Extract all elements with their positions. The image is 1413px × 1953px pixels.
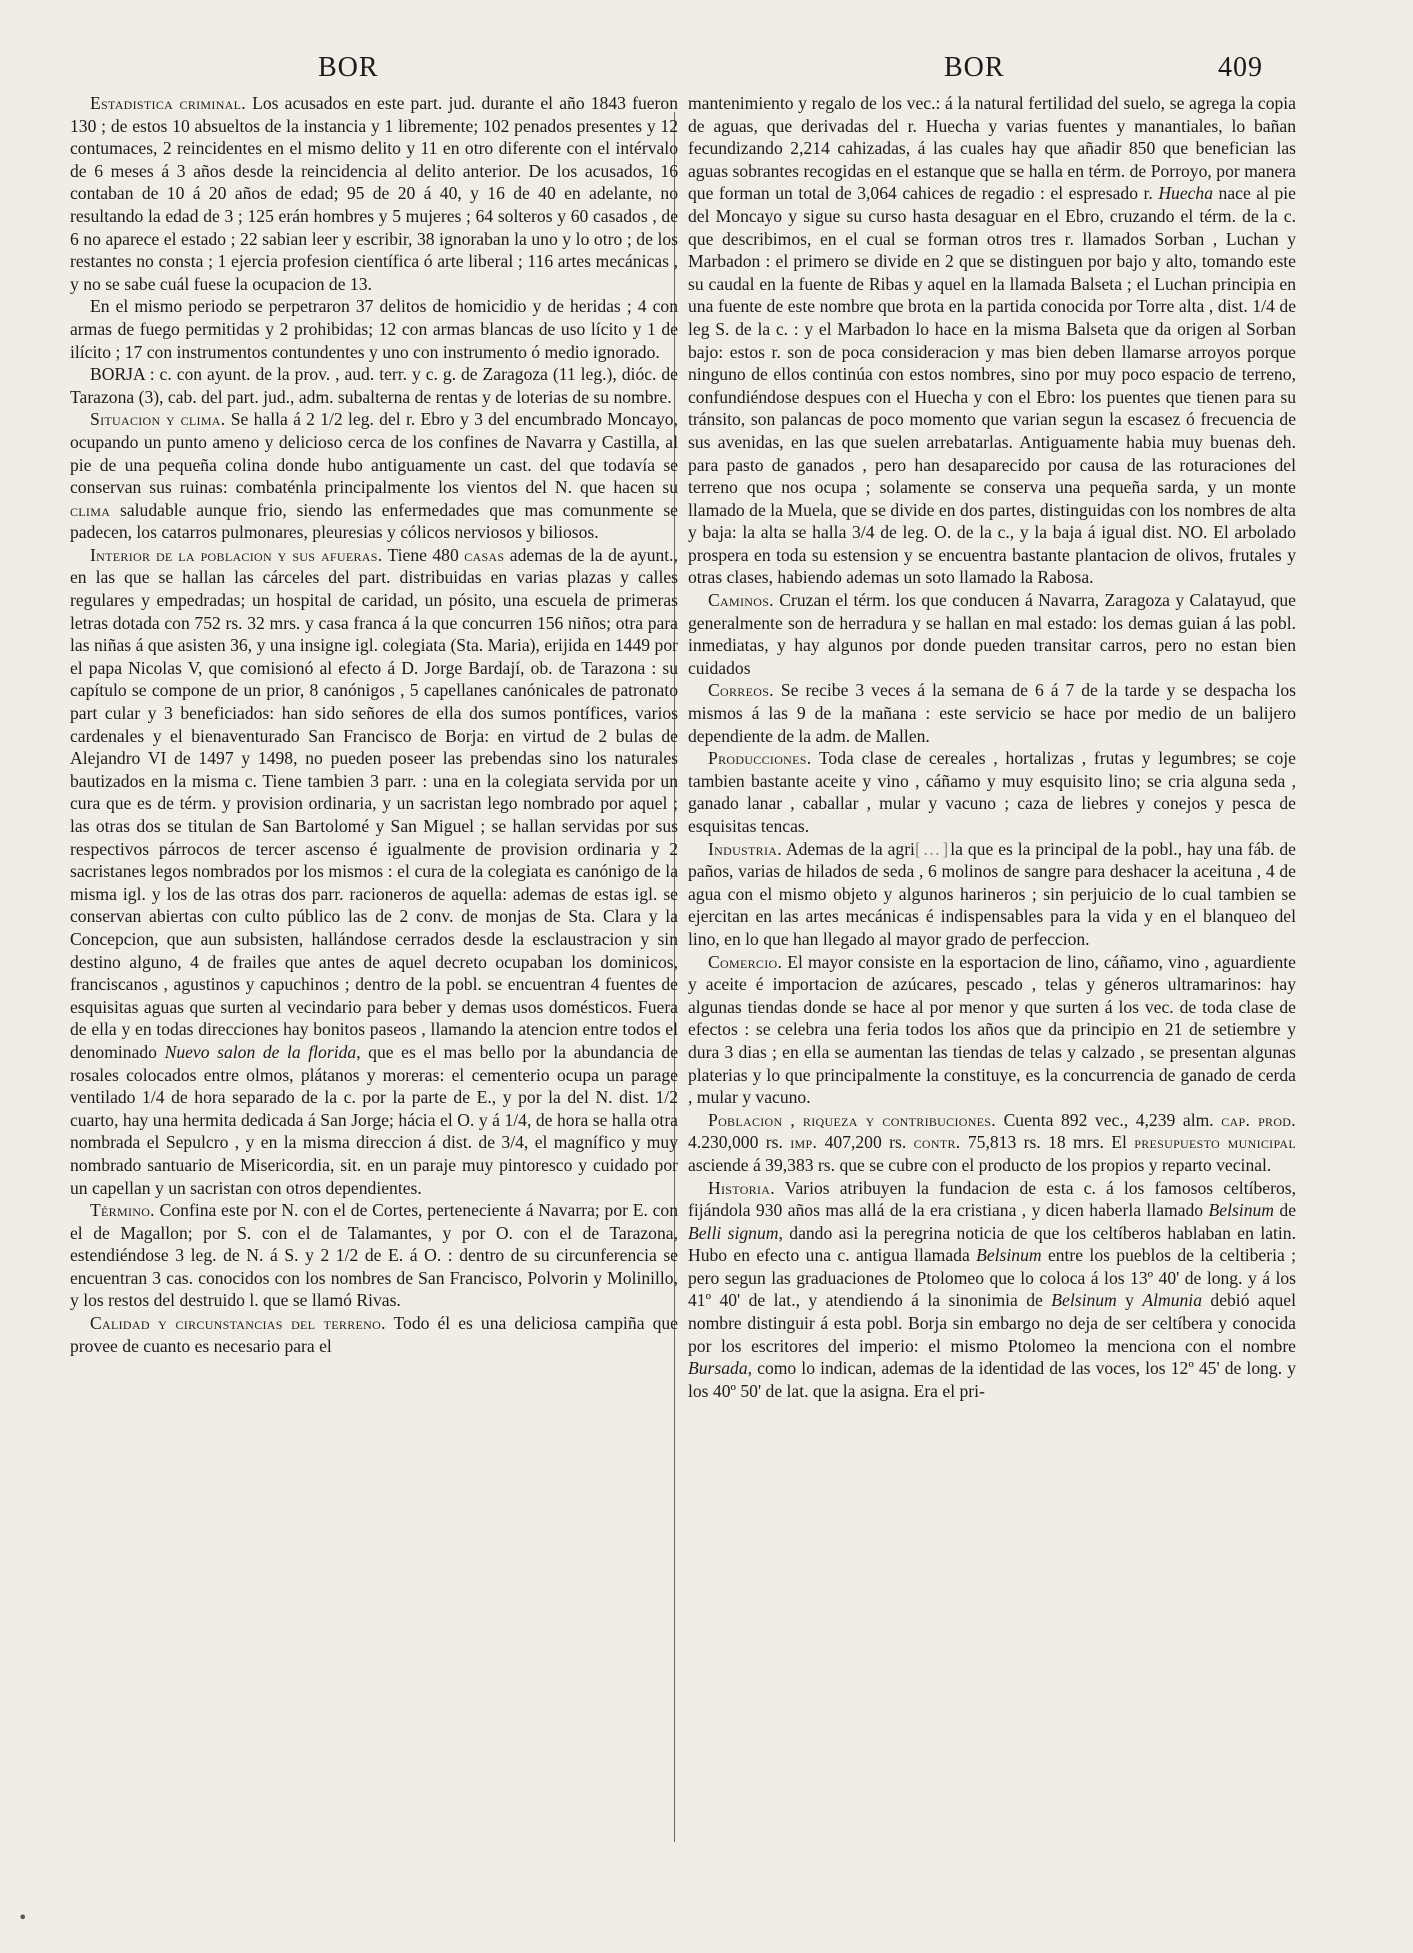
comercio-paragraph [688,951,1296,1109]
paragraph-text: Se recibe 3 veces á la semana de 6 á 7 de la tarde y se despacha los mismos á las 9 de la mañana : este servicio se hace por medio de un balijero dependiente de la adm. de Mallen. [688,680,1296,746]
section-heading: Situacion y clima. [90,409,226,430]
borja-entry-paragraph [70,363,678,408]
correos-paragraph [688,679,1296,747]
section-heading: Estadistica criminal. [90,93,246,113]
producciones-paragraph [688,747,1296,837]
section-heading: Producciones. [708,748,812,769]
paragraph-text: Se halla á 2 1/2 leg. del r. Ebro y 3 del encumbrado Moncayo, ocupando un punto ameno y delicioso cerca de los confines de Navarra y Castilla, al pie de una pequeña colina donde hubo antiguamente un cast. del que todavía se conservan sus ruinas: combaténla principalmente los vientos del N. que hacen su [70,409,678,498]
italic-name: Belli signum [688,1222,779,1243]
industria-paragraph [688,838,1296,951]
section-heading: Poblacion , riqueza y contribuciones. [708,1109,996,1130]
paragraph-text: Confina este por N. con el de Cortes, perteneciente á Navarra; por E. con el de Magallon; por S. con el de Talamantes, y por O. con el de Tarazona, estendiéndose 3 leg. de N. á S. y 2 1/2 de E. á O. : dentro de su circunferencia se encuentran 3 cas. conocidos con los nombres de San Francisco, Polvorin y Molinillo, y los restos del destruido l. que se llamó Rivas. [70,1200,679,1311]
caminos-paragraph [688,589,1296,679]
section-heading: Interior de la poblacion y sus afueras. [90,544,383,565]
paragraph-text: asciende á 39,383 rs. que se cubre con el producto de los propios y reparto vecinal. [688,1154,1272,1175]
paragraph-text: Toda clase de cereales , hortalizas , frutas y legumbres; se coje tambien bastante aceite y vino , cáñamo y muy esquisito lino; se cria alguna seda , ganado lanar , caballar , mular y vacuno ; caza de liebres y conejos y pesca de esquisitas tencas. [688,748,1296,836]
paragraph-text: , dando asi la peregrina noticia de que los celtíberos hablaban en latin. Hubo en efecto una c. antigua llamada [688,1222,1296,1266]
paragraph-text: Cruzan el térm. los que conducen á Navarra, Zaragoza y Calatayud, que generalmente son de herradura y se hallan en mal estado: los demas guian á las pobl. inmediatas, y hay algunos por donde pueden transitar carros, pero no estan bien cuidados [688,590,1296,678]
paragraph-text: saludable aunque frio, siendo las enfermedades que mas comunmente se padecen, los catarros pulmonares, pleuresias y cólicos nerviosos y biliosos. [70,499,678,543]
paragraph-text: debió aquel nombre distinguir á esta pobl. Borja sin embargo no deja de ser celtíbera y conocida por los escritores del imperio: el mismo Ptolomeo la menciona con el nombre [688,1290,1296,1356]
paragraph-text: Ademas de la agri [785,838,915,859]
keyword: imp. [790,1132,818,1153]
paragraph-text: Tiene 480 [387,544,459,565]
print-speck: • [18,1908,28,1927]
keyword: contr. [913,1132,961,1153]
section-heading: Comercio. [708,951,783,972]
paragraph-text: 75,813 rs. 18 mrs. El [967,1132,1127,1153]
section-heading: Historia. [708,1177,775,1198]
italic-river-name: Huecha [1158,183,1214,204]
keyword: casas [464,544,505,565]
italic-name: Almunia [1142,1290,1202,1311]
delitos-paragraph: En el mismo periodo se perpetraron 37 delitos de homicidio y de heridas ; 4 con armas de fuego permitidas y 2 prohibidas; 12 con armas blancas de uso lícito y 1 de ilícito ; 17 con instrumentos contundentes y uno con instrumento ó medio ignorado. [70,296,678,362]
page-number: 409 [1218,52,1263,83]
paragraph-text: : c. con ayunt. de la prov. , aud. terr. y c. g. de Zaragoza (11 leg.), dióc. de Tarazona (3), cab. del part. jud., adm. subalterna de rentas y de loterias de su nombre. [70,364,678,407]
paragraph-text: , como lo indican, ademas de la identidad de las voces, los 12º 45' de long. y los 40º 50' de lat. que la asigna. Era el pri- [688,1358,1296,1401]
historia-paragraph [688,1177,1296,1403]
paragraph-text: Todo él es una deliciosa campiña que provee de cuanto es necesario para el [70,1313,678,1356]
keyword: clima [70,499,111,520]
italic-place-name: Nuevo salon de la florida [164,1041,357,1062]
section-heading: Término. [90,1200,155,1221]
paragraph-text: 407,200 rs. [824,1132,907,1153]
section-heading: Caminos. [708,590,774,611]
running-head-left: BOR [318,52,379,83]
keyword: cap. prod. [1221,1109,1296,1130]
paragraph-text: Cuenta 892 vec., 4,239 alm. [1003,1109,1214,1130]
right-column [688,92,1296,1402]
running-head-center: BOR [944,52,1005,83]
paragraph-text: nace al pie del Moncayo y sigue su curso hasta desaguar en el Ebro, cruzando el térm. de la c. que describimos, en el cual se forman otros tres r. llamados Sorban , Luchan y Marbadon : el primero se divide en 2 que se distinguen por bajo y alto, tomando este su caudal en la fuente de Ribas y aquel en la llamada Balseta ; el Luchan principia en una fuente de este nombre que brota en la partida conocida por Torre alta , dist. 1/4 de leg S. de la c. : y el Marbadon lo hace en la misma Balseta que da origen al Sorban bajo: estos r. son de poca consideracion y mas bien deben llamarse arroyos porque ninguno de ellos continúa con estos nombres, sino por muy poco espacio de terreno, confundiéndose despues con el Huecha y con el Ebro: los puentes que tienen para su tránsito, son palancas de poco momento que varian segun la escasez ó frecuencia de sus avenidas, en las que suelen arrebatarlas. Antiguamente habia muy buenas deh. para pasto de ganados , pero han desaparecido por causa de las roturaciones del terreno que nos ocupa ; solamente se conserva una pequeña sarda, y un monte llamado de la Muela, que se divide en dos partes, distinguidas con los nombres de alta y baja: la alta se halla 3/4 de leg. O. de la c., y la baja á igual dist. NO. El arbolado prospera en toda su estension y se encuentra bastante plantacion de olivos, frutales y otras clases, habiendo ademas un soto llamado la Rabosa. [688,183,1296,588]
left-column [70,92,678,1357]
paragraph-text: de [1279,1200,1297,1221]
paragraph-text: Los acusados en este part. jud. durante el año 1843 fueron 130 ; de estos 10 absueltos de la instancia y 1 libremente; 102 penados presentes y 12 contumaces, 2 reincidentes en el mismo delito y 11 en otro diferente con el intérvalo de 6 meses á 3 años desde la reincidencia al delito anterior. De los acusados, 16 contaban de 10 á 20 años de edad; 95 de 20 á 40, y 16 de 40 en adelante, no resultando la edad de 3 ; 125 erán hombres y 5 mujeres ; 64 solteros y 60 casados , de 6 no aparece el estado ; 22 sabian leer y escribir, 38 ignoraban la uno y lo otro ; de los restantes no consta ; 1 ejercia profesion científica ó arte liberal ; 116 artes mecánicas , y no se sabe cuál fuese la ocupacion de 13. [70,93,679,294]
situacion-paragraph [70,408,678,544]
section-heading: Correos. [708,680,774,701]
paragraph-text: El mayor consiste en la esportacion de lino, cáñamo, vino , aguardiente y aceite é importacion de azúcares, pescado , telas y géneros ultramarinos: hay algunas tiendas donde se hace al por menor y que surten á los vec. de toda clase de efectos : se celebra una feria todos los años que da principio en 21 de setiembre y dura 3 dias ; en ella se aumentan las tiendas de telas y calzado , se presentan algunas platerias y lo que principalmente la constituye, es la concurrencia de ganado de cerda , mular y vacuno. [688,951,1296,1108]
poblacion-paragraph [688,1109,1296,1177]
italic-name: Belsinum [976,1245,1042,1266]
italic-name: Belsinum [1208,1200,1274,1221]
italic-name: Belsinum [1051,1290,1117,1311]
keyword: presupuesto municipal [1134,1132,1296,1153]
paragraph-text: entre los pueblos de la celtiberia ; pero segun las graduaciones de Ptolomeo que lo coloca á los 13º 40' de long. y á los 41º 40' de lat., y atendiendo á la sinonimia de [688,1245,1296,1311]
paragraph-text: Varios atribuyen la fundacion de esta c. á los famosos celtíberos, fijándola 930 años mas allá de la era cristiana , y dicen haberla llamado [688,1177,1296,1221]
termino-paragraph [70,1199,678,1312]
section-heading: Calidad y circunstancias del terreno. [90,1313,386,1334]
interior-paragraph [70,544,678,1199]
paragraph-text: , que es el mas bello por la abundancia de rosales colocados entre olmos, plátanos y moreras: el cementerio ocupa un parage ventilado 1/4 de hora separado de la c. por la parte de E., y por la del N. dist. 1/2 cuarto, hay una hermita dedicada á San Jorge; hácia el O. y á 1/4, de hora se halla otra nombrada el Sepulcro , y en la misma direccion á dist. de 3/4, el magnífico y muy nombrado santuario de Misericordia, sit. en un paraje muy pintoresco y cuidado por un capellan y un sacristan con otros dependientes. [70,1041,678,1198]
paragraph-text: 4.230,000 rs. [688,1132,783,1153]
paragraph-text: y [1125,1290,1134,1311]
entry-heading: BORJA [90,364,145,385]
paragraph-text: mantenimiento y regalo de los vec.: á la natural fertilidad del suelo, se agrega la copia de aguas, que derivadas del r. Huecha y varias fuentes y manantiales, lo bañan fecundizando 2,214 cahizadas, á las cuales hay que añadir 850 que benefician las aguas sobrantes recogidas en el estanque que se halla en térm. de Porroyo, por manera que forman un total de 3,064 cahices de regadio : el espresado r. [688,93,1296,204]
paragraph-text: ademas de la de ayunt., en las que se hallan las cárceles del part. distribuidas en varias plazas y calles regulares y empedradas; un hospital de caridad, un pósito, una escuela de primeras letras dotada con 752 rs. 32 mrs. y casa franca á la que concurren 156 niños; otra para las niñas á que asisten 36, y una insigne igl. colegiata (Sta. Maria), erijida en 1449 por el papa Nicolas V, que comisionó al efecto á D. Jorge Bardají, ob. de Tarazona : su capítulo se compone de un prior, 8 canónigos , 5 capellanes canónicales de patronato part cular y 3 beneficiados: han sido señores de ella dos sumos pontífices, varios cardenales y el bienaventurado San Francisco de Borja: en virtud de 2 bulas de Alejandro VI de 1497 y 1498, no pueden poseer las prebendas sino los naturales bautizados en la misma c. Tiene tambien 3 parr. : una en la colegiata servida por un cura que es de térm. y provision ordinaria, y un sacristan lego nombrado por aquel ; las otras dos se titulan de San Bartolomé y San Miguel ; se hallan servidas por sus respectivos párrocos de tercer ascenso é igualmente de provision ordinaria y 2 sacristanes legos nombrados por los mismos : el cura de la colegiata es canónigo de la misma igl. y los de las otras dos parr. racioneros de aquella: ademas de estas igl. se conservan abiertas con culto público las de 2 conv. de monjas de Sta. Clara y la Concepcion, que aun subsisten, hallándose cerrados desde la esclaustracion y sin destino alguno, 4 de frailes que antes de aquel decreto ocupaban los dominicos, franciscanos , agustinos y capuchinos ; dentro de la pobl. se encuentran 4 fuentes de esquisitas aguas que surten al vecindario para beber y demas usos domésticos. Fuera de ella y en todas direcciones hay bonitos paseos , llamando la atencion entre todos el denominado [70,544,678,1062]
terreno-continuation-paragraph [688,92,1296,589]
estadistica-paragraph [70,92,678,295]
illegible-text: […] [914,838,951,859]
calidad-paragraph [70,1312,678,1357]
section-heading: Industria. [708,838,782,859]
paragraph-text: la que es la principal de la pobl., hay una fáb. de paños, varias de hilados de seda , 6 molinos de sangre para deshacer la aceituna , 4 de agua con el mismo objeto y algunos harineros ; sin perjuicio de lo cual tambien se ejercitan en las artes mecánicas é indispensables para la vida y en el blanqueo del lino, en lo que han llegado al mayor grado de perfeccion. [688,838,1296,949]
italic-name: Bursada [688,1358,748,1379]
